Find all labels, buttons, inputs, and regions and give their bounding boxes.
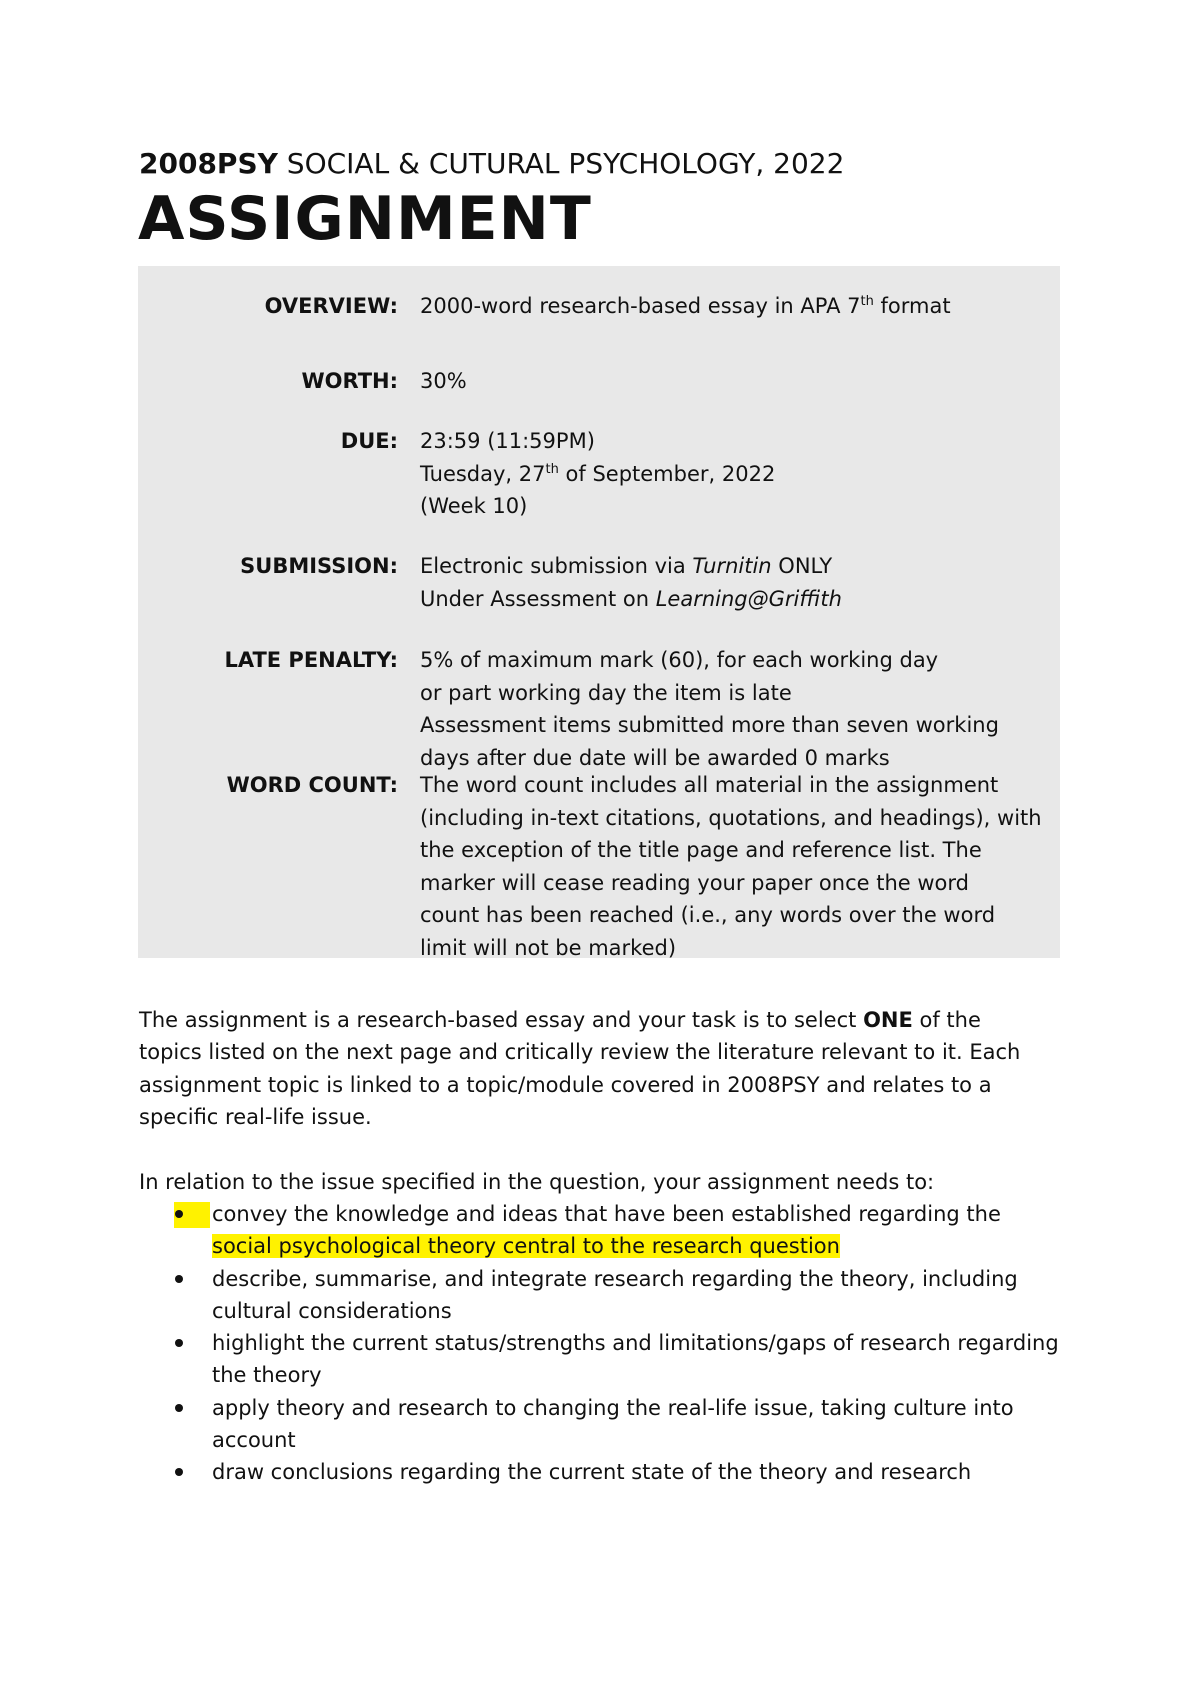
bullet-icon — [175, 1468, 183, 1476]
list-item: highlight the current status/strengths and limitations/gaps of research regarding the theory — [139, 1327, 1099, 1392]
intro-paragraph: The assignment is a research-based essay and your task is to select ONE of the topics listed on the next page and critically review the literature relevant to it. Each assignment topic is linked to a topic/module covered in 2008PSY and relates to a specific real-life issue. — [139, 1008, 1021, 1129]
late-penalty-value: 5% of maximum mark (60), for each working day or part working day the item is late Assessment items submitted more than seven working days after due date will be awarded 0 marks — [420, 648, 999, 770]
highlighted-text: social psychological theory central to the research question — [212, 1234, 840, 1259]
list-item: describe, summarise, and integrate research regarding the theory, including cultural considerations — [139, 1263, 1099, 1328]
bullet-icon — [175, 1210, 183, 1218]
requirements-lead: In relation to the issue specified in the question, your assignment needs to: — [139, 1170, 935, 1194]
word-count-label: WORD COUNT: — [226, 773, 398, 797]
list-item: apply theory and research to changing the real-life issue, taking culture into account — [139, 1392, 1099, 1457]
course-name: SOCIAL & CUTURAL PSYCHOLOGY, 2022 — [277, 147, 845, 180]
page-title: ASSIGNMENT — [138, 184, 592, 254]
worth-label: WORTH: — [301, 369, 398, 393]
bullet-icon — [175, 1339, 183, 1347]
overview-label: OVERVIEW: — [264, 294, 398, 318]
overview-value: 2000-word research-based essay in APA 7th format — [420, 294, 951, 318]
list-item: draw conclusions regarding the current state of the theory and research — [139, 1456, 1099, 1488]
course-heading — [139, 144, 844, 184]
late-penalty-label: LATE PENALTY: — [224, 648, 398, 672]
submission-value: Electronic submission via Turnitin ONLY Under Assessment on Learning@Griffith — [420, 554, 842, 611]
bullet-icon — [175, 1275, 183, 1283]
word-count-value: The word count includes all material in the assignment (including in-text citations, quotations, and headings), with the exception of the title page and reference list. The marker will cease reading your paper once the word count has been reached (i.e., any words over the word limit will not be marked) — [420, 773, 1042, 960]
due-label: DUE: — [340, 429, 398, 453]
due-value: 23:59 (11:59PM) Tuesday, 27th of September, 2022 (Week 10) — [420, 429, 776, 518]
assignment-info-box — [138, 266, 1060, 958]
course-code: 2008PSY — [139, 147, 278, 180]
submission-label: SUBMISSION: — [240, 554, 398, 578]
bullet-icon — [175, 1404, 183, 1412]
requirements-list — [139, 1198, 1099, 1489]
list-item: convey the knowledge and ideas that have been established regarding the social psychological theory central to the research question — [139, 1198, 1099, 1263]
worth-value: 30% — [420, 369, 467, 393]
